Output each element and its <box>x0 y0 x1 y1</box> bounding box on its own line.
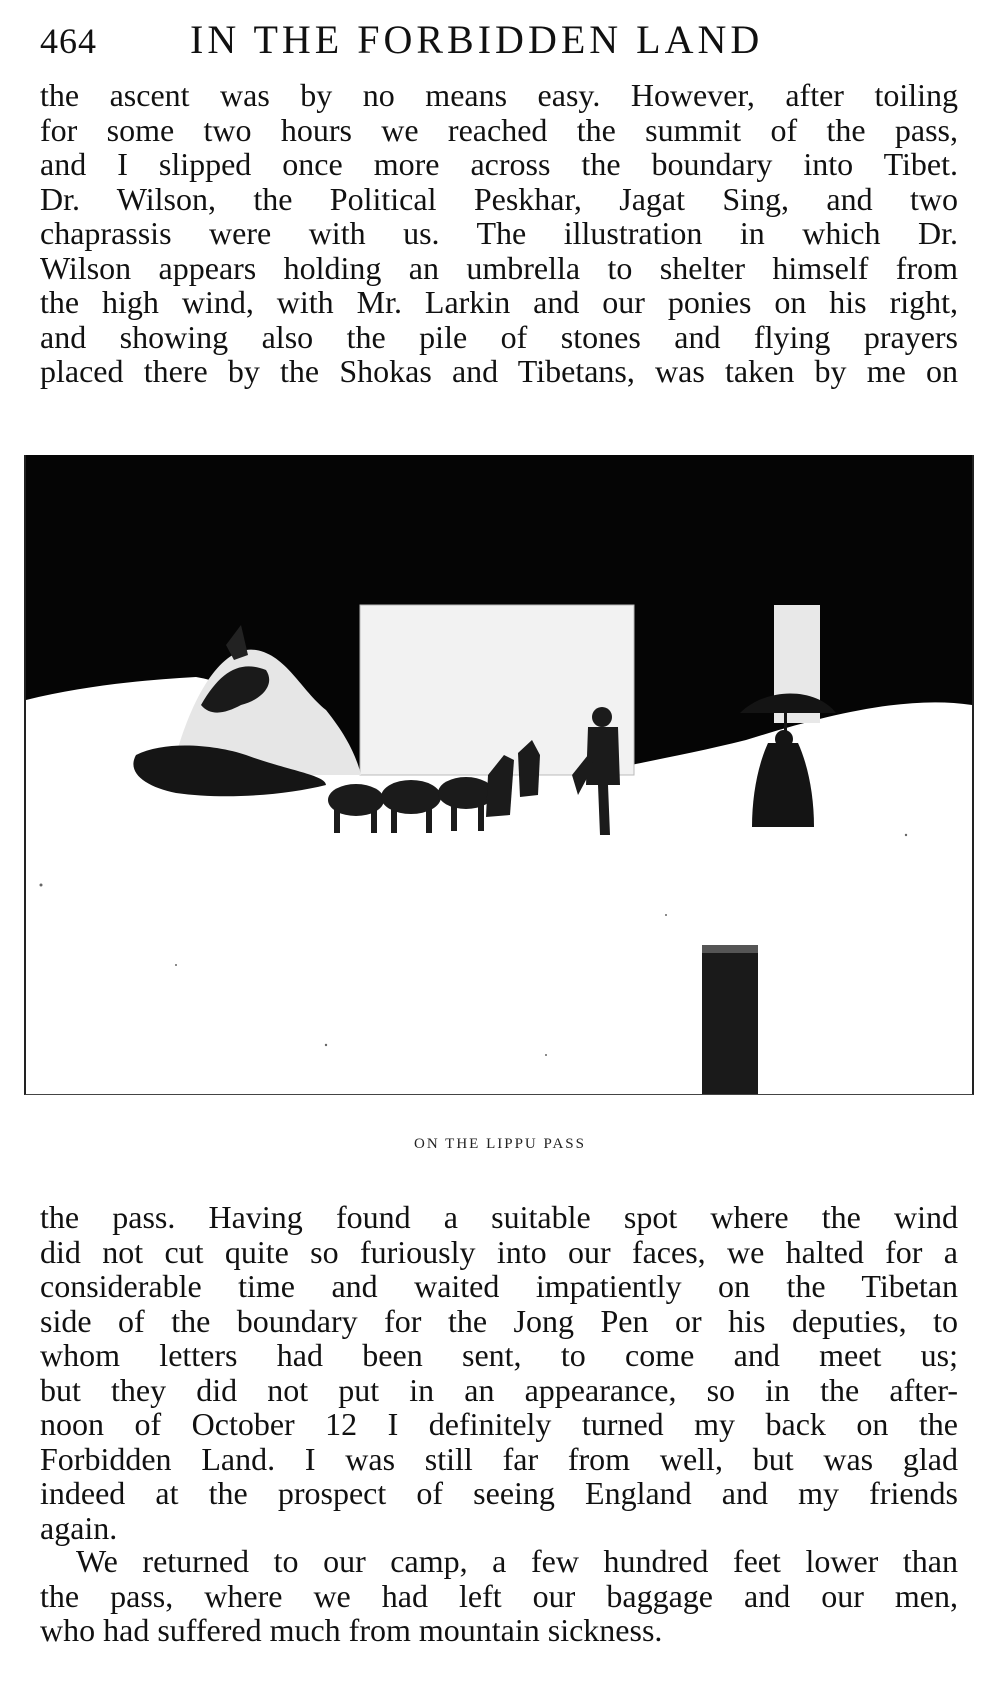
paragraph-3 <box>40 1544 958 1648</box>
text-line: for some two hours we reached the summit of the pass, <box>40 111 958 148</box>
text-line: the pass. Having found a suitable spot where the wind <box>40 1199 958 1235</box>
text-line: the high wind, with Mr. Larkin and our ponies on his right, <box>40 284 958 320</box>
text-line: did not cut quite so furiously into our faces, we halted for a <box>40 1233 958 1270</box>
figure-caption: ON THE LIPPU PASS <box>414 1136 586 1152</box>
text-line: who had suffered much from mountain sickness. <box>40 1612 663 1648</box>
text-line: considerable time and waited impatiently on the Tibetan <box>40 1268 958 1304</box>
paragraph-2 <box>40 1200 958 1545</box>
text-line: noon of October 12 I definitely turned my back on the <box>40 1406 958 1442</box>
page-header <box>40 16 940 66</box>
text-line: placed there by the Shokas and Tibetans, was taken by me on <box>40 353 958 389</box>
text-line: the ascent was by no means easy. However, after toiling <box>40 77 958 113</box>
text-line: and I slipped once more across the boundary into Tibet. <box>40 146 958 182</box>
paragraph-1 <box>40 78 958 389</box>
text-line: side of the boundary for the Jong Pen or his deputies, to <box>40 1302 958 1339</box>
text-line: Dr. Wilson, the Political Peskhar, Jagat Sing, and two <box>40 180 958 217</box>
text-line: the pass, where we had left our baggage and our men, <box>40 1577 958 1614</box>
page-number: 464 <box>40 21 97 61</box>
text-line: and showing also the pile of stones and flying prayers <box>40 318 958 355</box>
text-line: We returned to our camp, a few hundred feet lower than <box>76 1543 958 1579</box>
text-line: Wilson appears holding an umbrella to shelter himself from <box>40 249 958 286</box>
text-line: Forbidden Land. I was still far from well, but was glad <box>40 1440 958 1477</box>
text-line: indeed at the prospect of seeing England and my friends <box>40 1475 958 1511</box>
text-line: chaprassis were with us. The illustration in which Dr. <box>40 215 958 251</box>
text-line: again. <box>40 1509 118 1546</box>
photograph-lippu-pass <box>24 455 974 1095</box>
text-line: but they did not put in an appearance, so in the after- <box>40 1371 958 1408</box>
text-line: whom letters had been sent, to come and meet us; <box>40 1337 958 1373</box>
running-title: IN THE FORBIDDEN LAND <box>190 17 764 62</box>
